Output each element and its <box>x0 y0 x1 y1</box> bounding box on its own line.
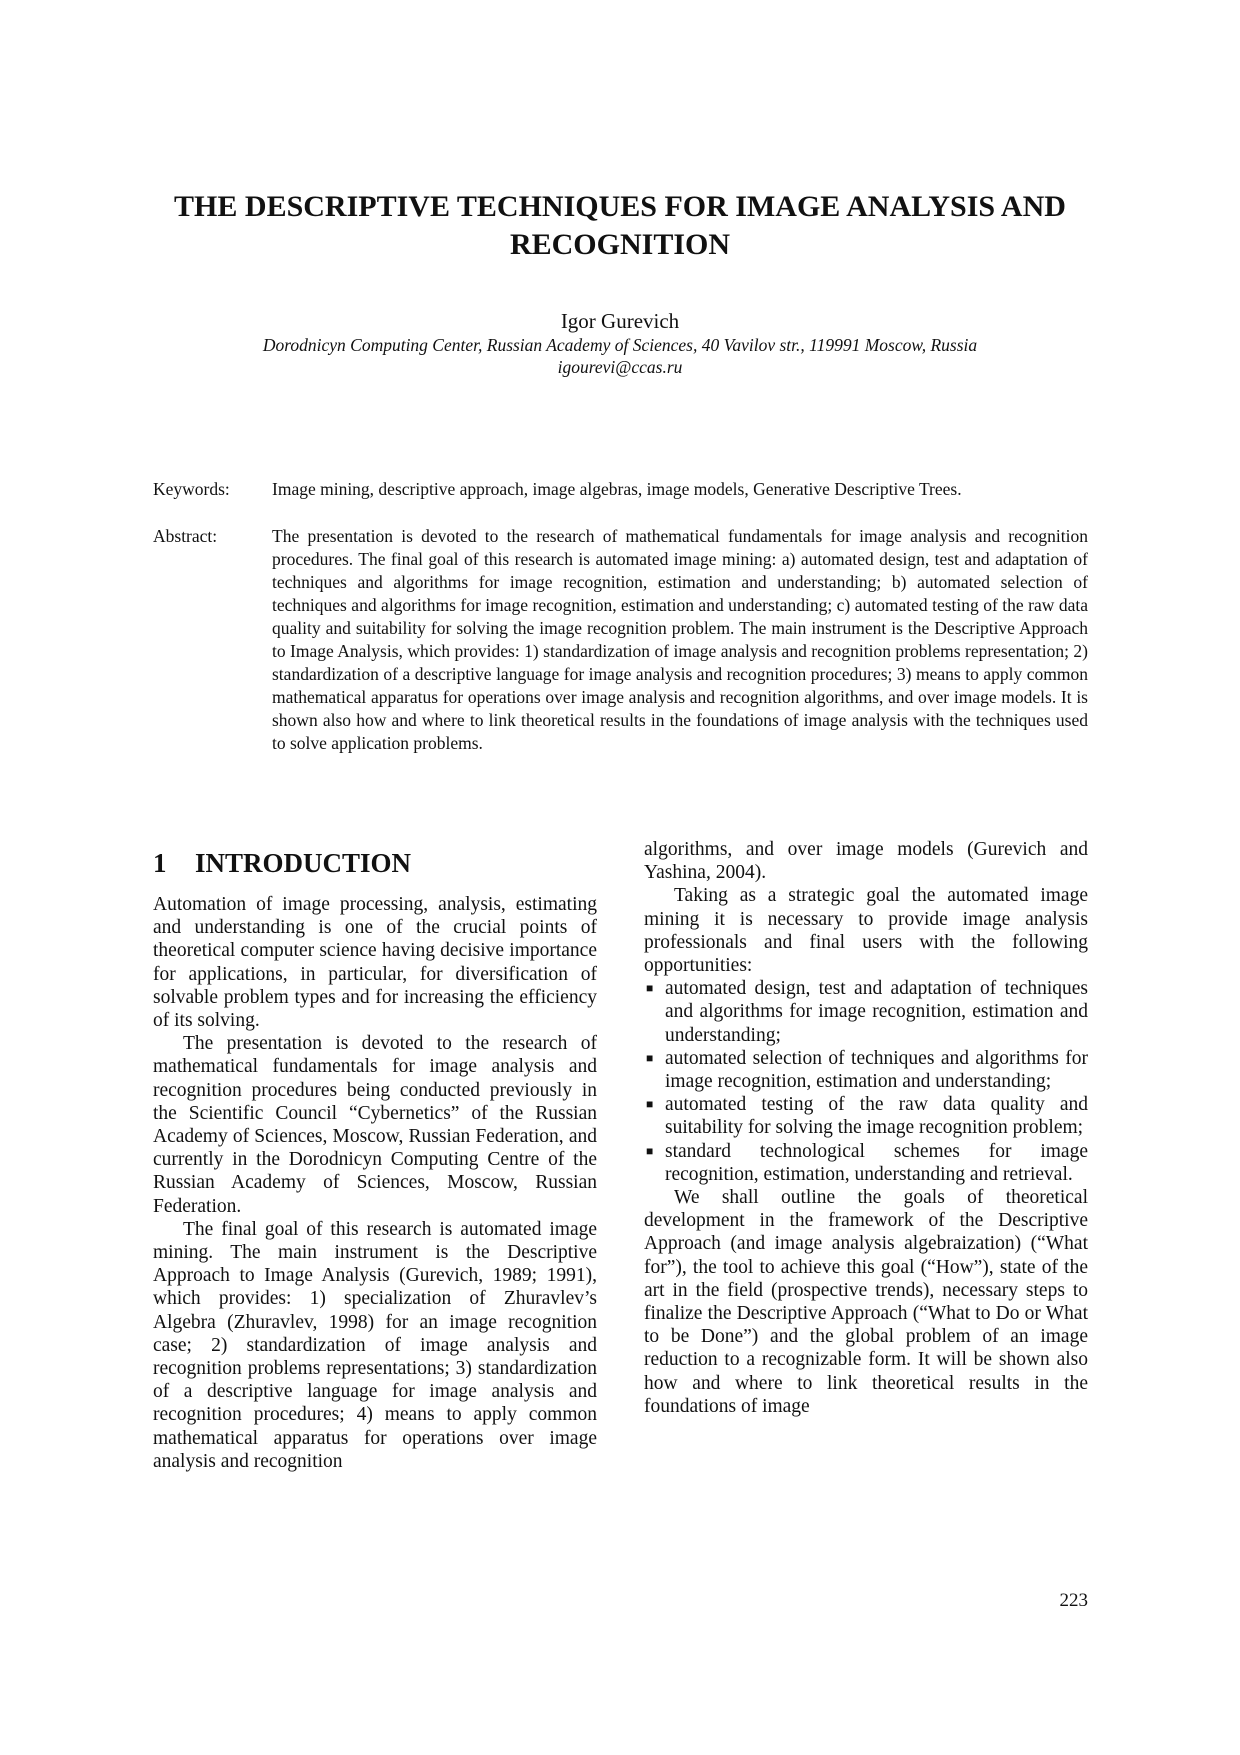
right-column <box>644 838 1088 1418</box>
list-item: ■ standard technological schemes for image recognition, estimation, understanding and retrieval. <box>646 1140 1088 1185</box>
keywords-label: Keywords: <box>153 479 230 499</box>
body-paragraph: Taking as a strategic goal the automated image mining it is necessary to provide image analysis professionals and final users with the following opportunities: <box>644 885 1088 977</box>
paper-title: THE DESCRIPTIVE TECHNIQUES FOR IMAGE ANALYSIS AND RECOGNITION <box>174 190 1066 261</box>
left-column <box>153 838 597 1473</box>
bullet-icon: ■ <box>646 1143 654 1158</box>
author-affiliation: Dorodnicyn Computing Center, Russian Academy of Sciences, 40 Vavilov str., 119991 Moscow, Russia <box>262 335 978 355</box>
body-paragraph: We shall outline the goals of theoretical development in the framework of the Descriptive Approach (and image analysis algebraization) (“What for”), the tool to achieve this goal (“How”), state of the art in the field (prospective trends), necessary steps to finalize the Descriptive Approach (“What to Do or What to be Done”) and the global problem of an image reduction to a recognizable form. It will be shown also how and where to link theoretical results in the foundations of image <box>644 1187 1088 1417</box>
section-heading <box>153 845 597 881</box>
bullet-icon: ■ <box>646 1097 654 1112</box>
bullet-icon: ■ <box>646 1050 654 1065</box>
list-item: ■ automated selection of techniques and algorithms for image recognition, estimation and understanding; <box>646 1047 1088 1093</box>
body-paragraph: The final goal of this research is automated image mining. The main instrument is the Descriptive Approach to Image Analysis (Gurevich, 1989; 1991), which provides: 1) specialization of Zhuravlev’s Algebra (Zhuravlev, 1998) for an image recognition case; 2) standardization of image analysis and recognition problems representations; 3) standardization of a descriptive language for image analysis and recognition procedures; 4) means to apply common mathematical apparatus for operations over image analysis and recognition <box>153 1218 597 1472</box>
author-name: Igor Gurevich <box>560 309 680 333</box>
body-paragraph: The presentation is devoted to the research of mathematical fundamentals for image analysis and recognition procedures being conducted previously in the Scientific Council “Cybernetics” of the Russian Academy of Sciences, Moscow, Russian Federation, and currently in the Dorodnicyn Computing Centre of the Russian Academy of Sciences, Moscow, Russian Federation. <box>153 1033 597 1217</box>
section-number: 1 <box>153 848 167 878</box>
abstract-text: The presentation is devoted to the research of mathematical fundamentals for image analysis and recognition procedures. The final goal of this research is automated image mining: a) automated design, test and adaptation of techniques and algorithms for image recognition, estimation and understanding; b) automated selection of techniques and algorithms for image recognition, estimation and understanding; c) automated testing of the raw data quality and suitability for solving the image recognition problem. The main instrument is the Descriptive Approach to Image Analysis, which provides: 1) standardization of image analysis and recognition problems representation; 2) standardization of a descriptive language for image analysis and recognition procedures; 3) means to apply common mathematical apparatus for operations over image analysis and recognition algorithms, and over image models. It is shown also how and where to link theoretical results in the foundations of image analysis with the techniques used to solve application problems. <box>272 526 1088 753</box>
list-item: ■ automated design, test and adaptation of techniques and algorithms for image recognition, estimation and understanding; <box>646 978 1088 1046</box>
body-paragraph: Automation of image processing, analysis, estimating and understanding is one of the crucial points of theoretical computer science having decisive importance for applications, in particular, for diversification of solvable problem types and for increasing the efficiency of its solving. <box>153 894 597 1032</box>
page-number: 223 <box>1059 1590 1088 1611</box>
keywords-text: Image mining, descriptive approach, image algebras, image models, Generative Descriptive Trees. <box>272 479 962 499</box>
body-paragraph-continued: algorithms, and over image models (Gurevich and Yashina, 2004). <box>644 839 1088 884</box>
author-email: igourevi@ccas.ru <box>557 357 683 377</box>
abstract-label: Abstract: <box>153 526 218 546</box>
section-title: INTRODUCTION <box>195 848 412 878</box>
opportunities-list <box>644 977 1088 1186</box>
list-item: ■ automated testing of the raw data quality and suitability for solving the image recognition problem; <box>646 1094 1088 1139</box>
bullet-icon: ■ <box>646 981 654 996</box>
